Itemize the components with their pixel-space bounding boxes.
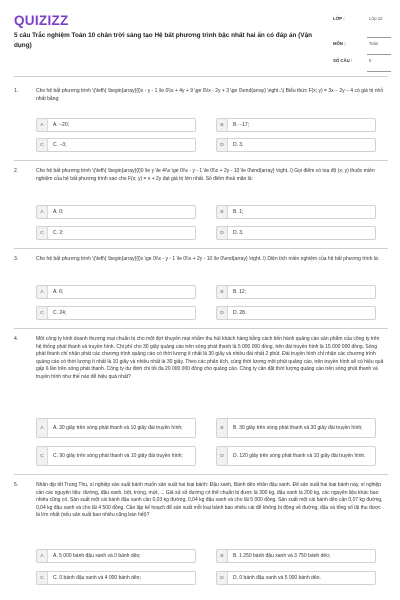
option-text: B. 12; xyxy=(233,288,247,295)
option-text: D. 120 giây trên sóng phát thanh và 10 giây đài truyền hình. xyxy=(233,452,366,459)
question-divider xyxy=(14,248,388,249)
question-text: Nhân dịp tết Trung Thu, xí nghiệp sản xuất bánh muốn sản xuất hai loại bánh: Đậu xanh, Bánh dẻo nhân đậu xanh. Để sản xuất hai loại bánh này, xí nghiệp cần các nguyên liệu: đường, đậu xanh, bột, trứng, mứt, ... Giả sử số đường có thể chuẩn bị được là 300 kg, đậu xanh là 200 kg, các nguyên liệu khác bao nhiêu cũng có. Sản xuất một cái bánh đậu xanh cần 0,03 kg đường, 0,04 kg đậu xanh và cho lãi 5 000 đồng. Sản xuất một cái bánh dẻo cần 0,07 kg đường, 0,04 kg đậu xanh và cho lãi 4 500 đồng. Cần lập kế hoạch để sản xuất mỗi loại bánh bao nhiêu cái để không bị động về đường, đậu và tổng số lãi thu được là lớn nhất (nếu sản xuất bao nhiêu cũng bán hết)? xyxy=(36,482,383,518)
option-letter: A xyxy=(37,206,48,218)
option-letter: D xyxy=(217,447,228,465)
option-letter: C xyxy=(37,447,48,465)
option-text: B. 1; xyxy=(233,208,244,215)
option-text: C. 0 bánh đậu xanh và 4 000 bánh dẻo; xyxy=(53,574,141,581)
question-1 xyxy=(14,88,388,158)
meta-class xyxy=(333,16,391,38)
option-letter: D xyxy=(217,307,228,319)
meta-count-label: SỐ CÂU : xyxy=(333,58,353,63)
option-c[interactable] xyxy=(36,446,196,466)
option-c[interactable] xyxy=(36,571,196,585)
option-letter: B xyxy=(217,119,228,131)
option-letter: C xyxy=(37,572,48,584)
option-text: D. 3. xyxy=(233,229,244,236)
option-d[interactable] xyxy=(216,226,376,240)
question-number: 4. xyxy=(14,336,19,342)
option-letter: B xyxy=(217,419,228,437)
question-number: 1. xyxy=(14,88,19,94)
option-text: B. −17; xyxy=(233,121,249,128)
option-text: C. −3; xyxy=(53,141,67,148)
meta-subject-label: MÔN : xyxy=(333,41,346,46)
option-a[interactable] xyxy=(36,205,196,219)
question-2 xyxy=(14,168,388,244)
option-letter: C xyxy=(37,139,48,151)
question-text: Cho hệ bất phương trình \(\left\{ \begin{array}{l}x - y - 1 \le 0\\x + 4y + 9 \ge 0\\x - 2y + 3 \ge 0\end{array} \right..\) Biểu thức F(x; y) = 3x − 2y − 4 có giá trị nhỏ nhất bằng: xyxy=(36,88,384,102)
question-5 xyxy=(14,482,388,594)
question-number: 5. xyxy=(14,482,19,488)
option-b[interactable] xyxy=(216,549,376,563)
option-b[interactable] xyxy=(216,418,376,438)
option-b[interactable] xyxy=(216,118,376,132)
question-divider xyxy=(14,474,388,475)
option-a[interactable] xyxy=(36,285,196,299)
option-d[interactable] xyxy=(216,306,376,320)
question-divider xyxy=(14,328,388,329)
option-d[interactable] xyxy=(216,446,376,466)
option-text: C. 24; xyxy=(53,309,67,316)
question-3 xyxy=(14,256,388,324)
option-letter: D xyxy=(217,227,228,239)
worksheet-title: 5 câu Trắc nghiệm Toán 10 chân trời sáng tạo Hệ bất phương trình bậc nhất hai ẩn có đáp án (Vận dụng) xyxy=(14,32,313,49)
option-text: A. 6; xyxy=(53,288,64,295)
option-text: A. 30 giây trên sóng phát thanh và 10 giây đài truyền hình; xyxy=(53,424,183,431)
option-c[interactable] xyxy=(36,226,196,240)
meta-class-label: LỚP : xyxy=(333,16,345,21)
option-d[interactable] xyxy=(216,571,376,585)
meta-subject-underline xyxy=(367,54,391,55)
option-text: C. 2; xyxy=(53,229,64,236)
option-letter: D xyxy=(217,139,228,151)
quizizz-logo: QUIZIZZ xyxy=(14,13,69,28)
option-c[interactable] xyxy=(36,306,196,320)
option-text: D. 28. xyxy=(233,309,247,316)
meta-subject-value: Toán xyxy=(369,41,379,46)
option-text: A. 5 000 bánh đậu xanh và 0 bánh dẻo; xyxy=(53,552,141,559)
option-b[interactable] xyxy=(216,285,376,299)
option-text: D. 0 bánh đậu xanh và 5 000 bánh dẻo. xyxy=(233,574,321,581)
option-text: C. 90 giây trên sóng phát thanh và 10 giây đài truyền hình; xyxy=(53,452,183,459)
header-divider xyxy=(14,76,388,77)
option-letter: A xyxy=(37,550,48,562)
meta-count xyxy=(333,58,391,72)
option-a[interactable] xyxy=(36,418,196,438)
meta-class-value: Lớp 10 xyxy=(369,16,383,21)
option-letter: C xyxy=(37,307,48,319)
meta-count-value: 5 xyxy=(369,58,372,63)
option-letter: A xyxy=(37,419,48,437)
meta-count-underline xyxy=(367,71,391,72)
meta-subject xyxy=(333,41,391,55)
option-letter: C xyxy=(37,227,48,239)
worksheet-meta xyxy=(333,16,391,72)
option-c[interactable] xyxy=(36,138,196,152)
question-number: 2. xyxy=(14,168,19,174)
question-text: Cho hệ bất phương trình \(\left\{ \begin{array}{l}0 \le y \le 4\\x \ge 0\\x - y - 1 \le 0\\x + 2y - 10 \le 0\end{array} \right..\) Gọi điểm có toạ độ (x; y) thuộc miền nghiệm của hệ bất phương trình sao cho F(x; y) = x + 2y đạt giá trị lớn nhất. Số điểm thoả mãn là: xyxy=(36,168,375,182)
option-letter: B xyxy=(217,550,228,562)
question-4 xyxy=(14,336,388,470)
option-text: B. 1 250 bánh đậu xanh và 3 750 bánh dẻo; xyxy=(233,552,331,559)
worksheet-header xyxy=(0,0,400,70)
option-letter: A xyxy=(37,286,48,298)
option-a[interactable] xyxy=(36,118,196,132)
option-a[interactable] xyxy=(36,549,196,563)
question-number: 3. xyxy=(14,256,19,262)
option-text: A. −20; xyxy=(53,121,69,128)
option-text: A. 0; xyxy=(53,208,64,215)
option-d[interactable] xyxy=(216,138,376,152)
option-letter: B xyxy=(217,206,228,218)
option-letter: B xyxy=(217,286,228,298)
option-letter: A xyxy=(37,119,48,131)
option-b[interactable] xyxy=(216,205,376,219)
question-text: Cho hệ bất phương trình \(\left\{ \begin{array}{l}x \ge 0\\x - y - 1 \le 0\\x + 2y - 10 \le 0\end{array} \right..\) Diện tích miền nghiệm của hệ bất phương trình là: xyxy=(36,256,380,262)
option-text: D. 3. xyxy=(233,141,244,148)
option-text: B. 30 giây trên sóng phát thanh và 30 giây đài truyền hình; xyxy=(233,424,363,431)
option-letter: D xyxy=(217,572,228,584)
question-text: Một công ty kinh doanh thương mại chuẩn bị cho một đợt khuyến mại nhằm thu hút khách hàng bằng cách tiến hành quảng cáo sản phẩm của công ty trên hệ thống phát thanh và truyền hình. Chi phí cho 30 giây quảng cáo trên sóng phát thanh là 5 000 000 đồng, trên đài truyền hình là 15 000 000 đồng. Sóng phát thanh chỉ nhận phát các chương trình quảng cáo có thời lượng ít nhất là 30 giây và nhiều đài nhất 2 phút. Đài truyền hình chỉ nhận các chương trình quảng cáo có thời lượng ít nhất là 10 giây và nhiều nhất là 30 giây. Theo các phân tích, cùng thời lượng một phút quảng cáo, trên truyền hình sẽ có hiệu quả gấp 6 lần trên sóng phát thanh. Công ty dự định chi tối đa 20 000 000 đồng cho quảng cáo. Công ty cần đặt thời lượng quảng cáo trên sóng phát thanh và truyền hình như thế nào để hiệu quả nhất? xyxy=(36,336,384,380)
meta-class-underline xyxy=(367,37,391,38)
question-divider xyxy=(14,160,388,161)
